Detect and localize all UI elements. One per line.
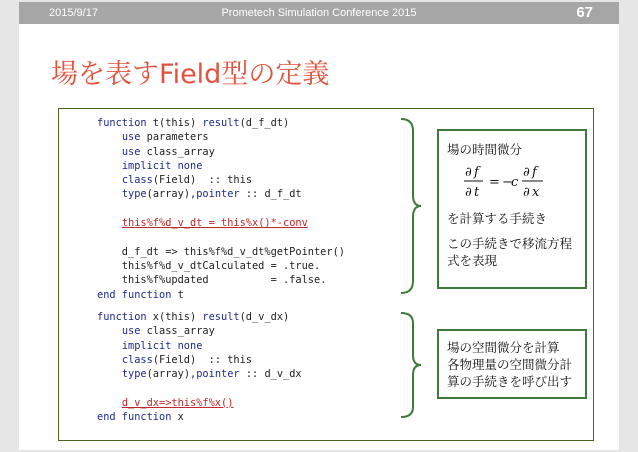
formula-eq: = [489, 175, 500, 190]
code-line: function t(this) result(d_f_dt) [97, 117, 290, 129]
note1-line1: 場の時間微分 [447, 142, 523, 157]
slide [19, 2, 619, 450]
code-line: use class_array [121, 325, 215, 338]
formula-minus: − [502, 175, 513, 190]
code-line: d_v_dx=>this%f%x() [121, 396, 234, 409]
code-line: implicit none [121, 159, 203, 172]
code-line: use parameters [121, 131, 209, 144]
formula-t: t [474, 185, 480, 200]
slide-header [19, 2, 619, 24]
note2-line1: 場の空間微分を計算 [447, 340, 560, 355]
code-line [97, 381, 302, 395]
note2-line2: 各物理量の空間微分計算の手続きを呼び出す [447, 357, 573, 389]
code-line: type(array),pointer :: d_v_dx [121, 368, 302, 381]
note-space-derivative [437, 329, 587, 399]
code-line: this%f%d_v_dt = this%x()*-conv [121, 217, 308, 230]
code-line: class(Field) :: this [121, 174, 253, 187]
header-date: 2015/9/17 [49, 7, 98, 19]
code-line: function x(this) result(d_v_dx) [97, 311, 290, 323]
brace-icon [399, 311, 423, 419]
code-line [97, 202, 345, 216]
code-block-space-derivative [97, 310, 302, 424]
formula-c: c [511, 175, 519, 190]
code-panel [58, 108, 594, 441]
code-line [97, 230, 345, 244]
code-line: end function x [97, 411, 184, 424]
header-conference: Prometech Simulation Conference 2015 [221, 7, 417, 19]
formula-d1: ∂ [465, 165, 472, 180]
formula-d4: ∂ [523, 185, 530, 200]
page-number: 67 [576, 4, 593, 21]
slide-title: 場を表すField型の定義 [51, 59, 330, 90]
formula-x: x [532, 185, 540, 200]
code-line: this%f%updated = .false. [97, 274, 327, 287]
code-line: use class_array [121, 145, 215, 158]
code-line: implicit none [121, 339, 203, 352]
code-line: d_f_dt => this%f%d_v_dt%getPointer() [97, 245, 345, 258]
brace-icon [399, 117, 423, 295]
code-block-time-derivative [97, 116, 345, 302]
formula-d3: ∂ [523, 165, 530, 180]
note1-line2: を計算する手続き [447, 211, 548, 226]
note1-line3: この手続きで移流方程式を表現 [447, 236, 573, 268]
code-line: class(Field) :: this [121, 353, 253, 366]
formula-d2: ∂ [465, 185, 472, 200]
code-line: end function t [97, 288, 184, 301]
note-time-derivative [437, 129, 587, 289]
code-line: this%f%d_v_dtCalculated = .true. [97, 259, 321, 272]
formula-f1: f [474, 165, 479, 180]
code-line: type(array),pointer :: d_f_dt [121, 188, 302, 201]
advection-formula [463, 162, 573, 202]
formula-f2: f [532, 165, 537, 180]
